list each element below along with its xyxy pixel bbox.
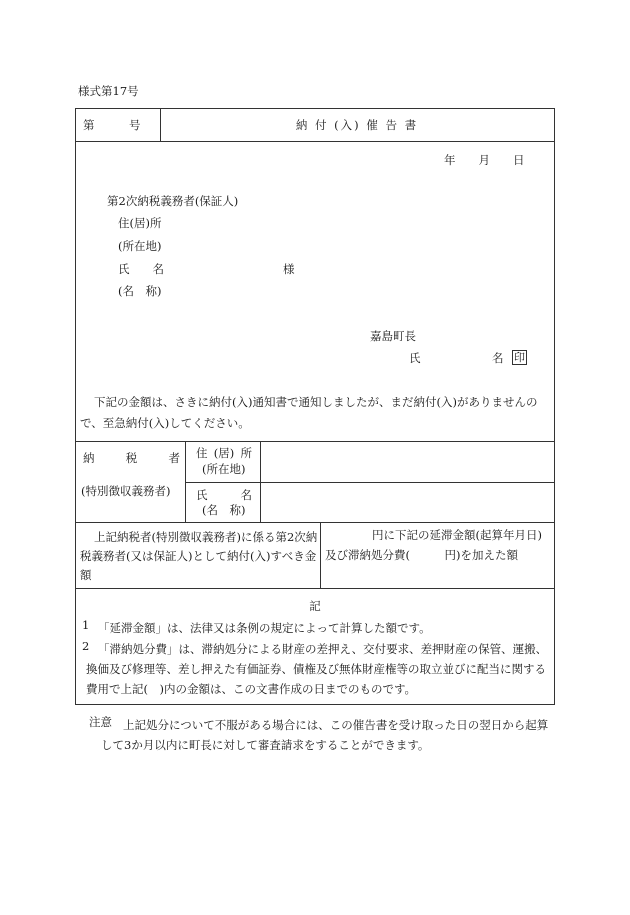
addressee-role: 第2次納税義務者(保証人) — [107, 194, 239, 208]
form-number: 様式第17号 — [78, 84, 139, 98]
taxpayer-sub-label: (特別徴収義務者) — [81, 484, 171, 498]
taxpayer-name-label — [185, 488, 260, 504]
honorific: 様 — [283, 262, 295, 276]
addressee-name-sub: (名 称) — [118, 284, 162, 298]
note-text: 「延滞金額」は、法律又は条例の規定によって計算した額です。 — [98, 621, 431, 635]
taxpayer-char: 者 — [168, 451, 180, 465]
document-title: 納 付 (入) 催 告 書 — [295, 118, 419, 132]
taxpayer-address-sub: (所在地) — [202, 462, 246, 476]
issuer-name-label: 氏 — [409, 351, 421, 365]
divider — [76, 588, 554, 589]
taxpayer-label-spread — [76, 451, 185, 467]
addressee-name-label: 氏 名 — [118, 262, 164, 276]
amount-left-text: 上記納税者(特別徴収義務者)に係る第2次納税義務者(又は保証人)として納付(入)すべき金額 — [80, 530, 318, 582]
note-number: 2 — [82, 639, 90, 653]
address-char: 所 — [240, 446, 252, 460]
taxpayer-name-spread — [185, 488, 260, 504]
divider — [76, 522, 554, 523]
divider — [76, 441, 554, 442]
date-line: 年 月 日 — [444, 153, 525, 167]
caution-label: 注意 — [89, 715, 112, 729]
amount-right-line-1: 円に下記の延滞金額(起算年月日) — [372, 528, 542, 542]
caution-text: 上記処分について不服がある場合には、この催告書を受け取った日の翌日から起算して3か月以内に町長に対して審査請求をすることができます。 — [101, 718, 549, 752]
issuer-name-label-2: 名 — [492, 351, 504, 365]
name-char: 氏 — [196, 488, 208, 502]
taxpayer-name-sub: (名 称) — [202, 503, 246, 517]
taxpayer-address-label — [185, 446, 260, 462]
taxpayer-address-spread — [185, 446, 260, 462]
body-text: 下記の金額は、さきに納付(入)通知書で通知しましたが、まだ納付(入)がありませんので、至急納付(入)してください。 — [80, 395, 538, 430]
addressee-address-sub: (所在地) — [118, 239, 162, 253]
issuer-title: 嘉島町長 — [370, 329, 416, 343]
form-frame — [75, 108, 555, 705]
number-label: 第 号 — [83, 118, 141, 132]
amount-right-line-2: 及び滞納処分費( 円)を加えた額 — [325, 548, 518, 562]
seal-text: 印 — [514, 351, 525, 364]
addressee-address-label: 住(居)所 — [118, 216, 162, 230]
taxpayer-label — [76, 451, 185, 467]
note-text: 「滞納処分費」は、滞納処分による財産の差押え、交付要求、差押財産の保管、運搬、換価及び修理等、差し押えた有価証券、債権及び無体財産権等の取立並びに配当に関する費用で上記( )内の金額は、この文書作成の日までのものです。 — [86, 642, 548, 696]
address-char: 住 — [196, 446, 208, 460]
divider — [185, 482, 554, 483]
divider — [260, 441, 261, 522]
taxpayer-char: 納 — [83, 451, 95, 465]
name-char: 名 — [240, 488, 252, 502]
divider — [320, 522, 321, 588]
seal-mark — [512, 350, 527, 366]
address-char: (居) — [213, 446, 235, 460]
notes-heading: 記 — [309, 599, 321, 613]
taxpayer-char: 税 — [125, 451, 138, 465]
note-number: 1 — [82, 618, 90, 632]
divider — [76, 141, 554, 142]
